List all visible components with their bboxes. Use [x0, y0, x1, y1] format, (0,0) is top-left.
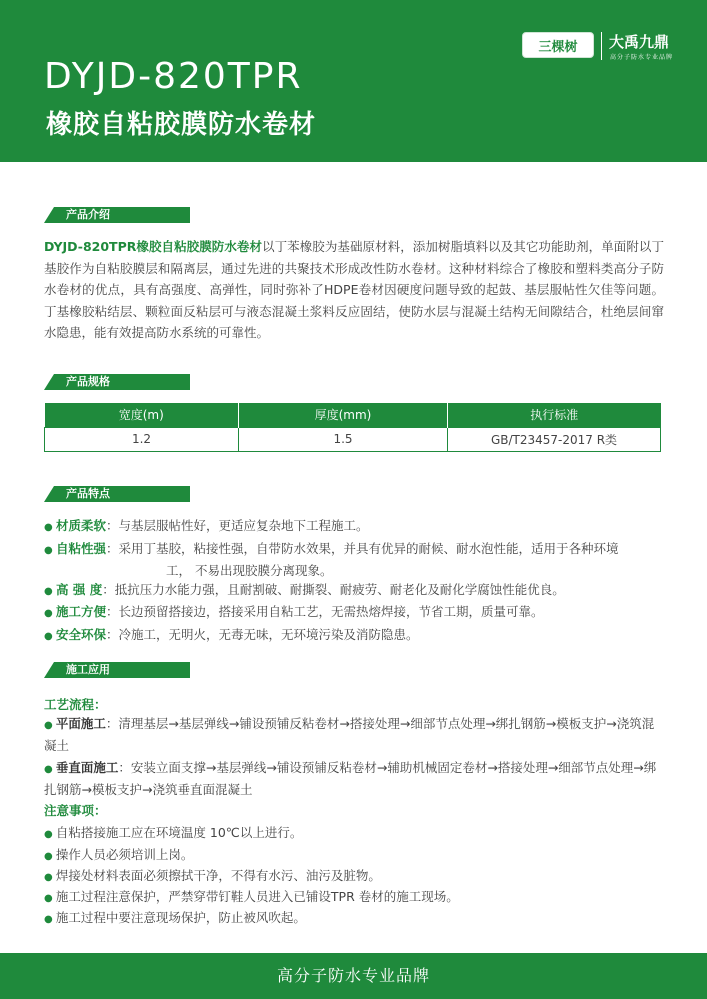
intro-lead: DYJD-820TPR橡胶自粘胶膜防水卷材 [44, 239, 263, 254]
feature-text: ：采用丁基胶，粘接性强，自带防水效果，并具有优异的耐候、耐水泡性能，适用于各种环境 [106, 541, 619, 556]
list-item [44, 908, 306, 926]
table-row [45, 427, 661, 451]
note-text: 施工过程中要注意现场保护，防止被风吹起。 [55, 910, 306, 925]
spec-header-width: 宽度(m) [45, 403, 239, 427]
spec-header-row [45, 403, 661, 427]
notes-title: 注意事项： [44, 803, 107, 818]
header-banner [0, 0, 707, 162]
feature-item [44, 602, 664, 624]
feature-text: ：冷施工，无明火，无毒无味，无环境污染及消防隐患。 [106, 627, 419, 642]
section-tag-intro: 产品介绍 [44, 207, 190, 223]
footer-banner: 高分子防水专业品牌 [0, 953, 707, 999]
spec-header-thickness: 厚度(mm) [239, 403, 448, 427]
section-tag-spec: 产品规格 [44, 374, 190, 390]
list-item [44, 887, 459, 905]
section-tag-features: 产品特点 [44, 486, 190, 502]
list-item [44, 823, 302, 841]
flat-label: 平面施工 [55, 716, 106, 731]
bullet-icon: ● [44, 829, 56, 840]
note-text: 施工过程注意保护，严禁穿带钉鞋人员进入已铺设TPR 卷材的施工现场。 [55, 889, 459, 904]
vertical-text: ：安装立面支撑→基层弹线→铺设预铺反粘卷材→辅助机械固定卷材→搭接处理→细部节点处理→绑扎钢筋→模板支护→浇筑垂直面混凝土 [44, 760, 657, 797]
feature-label: 材质柔软 [56, 518, 107, 533]
list-item [44, 866, 381, 884]
vertical-construction [44, 758, 664, 800]
spec-cell-standard: GB/T23457-2017 R类 [448, 427, 661, 451]
flat-text: ：清理基层→基层弹线→铺设预铺反粘卷材→搭接处理→细部节点处理→绑扎钢筋→模板支护→浇筑混凝土 [44, 716, 655, 753]
feature-item [44, 539, 664, 581]
feature-text: ：与基层服帖性好，更适应复杂地下工程施工。 [106, 518, 369, 533]
feature-label: 自粘性强 [56, 541, 107, 556]
intro-paragraph [44, 236, 664, 344]
feature-item [44, 580, 664, 602]
bullet-icon: ● [44, 893, 56, 904]
bullet-icon: ● [44, 608, 53, 619]
bullet-icon: ● [44, 720, 56, 731]
feature-label: 施工方便 [56, 604, 107, 619]
spec-header-standard: 执行标准 [448, 403, 661, 427]
bullet-icon: ● [44, 764, 56, 775]
sankeshu-logo [522, 32, 594, 58]
feature-text: ：长边预留搭接边，搭接采用自粘工艺，无需热熔焊接，节省工期，质量可靠。 [106, 604, 544, 619]
process-title: 工艺流程： [44, 697, 107, 712]
spec-table [44, 403, 661, 452]
flat-construction [44, 714, 664, 756]
vertical-label: 垂直面施工 [55, 760, 119, 775]
intro-body: 以丁苯橡胶为基础原材料，添加树脂填料以及其它功能助剂，单面附以丁基胶作为自粘胶膜层和隔离层，通过先进的共聚技术形成改性防水卷材。这种材料综合了橡胶和塑料类高分子防水卷材的优点，具有高强度、高弹性，同时弥补了HDPE卷材因硬度问题导致的起鼓、基层服帖性欠佳等问题。丁基橡胶粘结层、颗粒面反粘层可与液态混凝土浆料反应固结，使防水层与混凝土结构无间隙结合，杜绝层间窜水隐患，能有效提高防水系统的可靠性。 [44, 239, 664, 340]
spec-cell-width: 1.2 [45, 427, 239, 451]
brand-name: 大禹九鼎 [609, 33, 670, 51]
note-text: 自粘搭接施工应在环境温度 10℃以上进行。 [55, 825, 303, 840]
logo-divider [601, 32, 602, 60]
logo-text: 三棵树 [538, 39, 578, 55]
feature-text: ：抵抗压力水能力强，且耐割破、耐撕裂、耐疲劳、耐老化及耐化学腐蚀性能优良。 [102, 582, 565, 597]
feature-item [44, 516, 664, 538]
bullet-icon: ● [44, 586, 53, 597]
bullet-icon: ● [44, 631, 53, 642]
bullet-icon: ● [44, 872, 56, 883]
spec-cell-thickness: 1.5 [239, 427, 448, 451]
bullet-icon: ● [44, 522, 53, 533]
bullet-icon: ● [44, 851, 56, 862]
brand-slogan: 高分子防水专业品牌 [610, 54, 674, 61]
section-tag-application: 施工应用 [44, 662, 190, 678]
feature-text-continued: 工， 不易出现胶膜分离现象。 [166, 563, 333, 578]
feature-label: 安全环保 [56, 627, 107, 642]
feature-item [44, 625, 664, 647]
feature-label: 高 强 度 [56, 582, 103, 597]
bullet-icon: ● [44, 545, 53, 556]
note-text: 操作人员必须培训上岗。 [55, 847, 194, 862]
list-item [44, 845, 193, 863]
note-text: 焊接处材料表面必须擦拭干净，不得有水污、油污及脏物。 [55, 868, 381, 883]
product-model: DYJD-820TPR [44, 56, 303, 97]
product-title: 橡胶自粘胶膜防水卷材 [46, 110, 317, 140]
bullet-icon: ● [44, 914, 56, 925]
